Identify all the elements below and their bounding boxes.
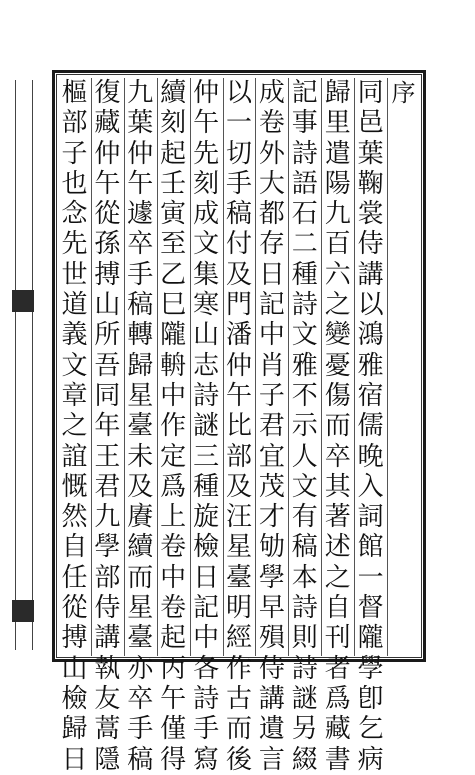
glyph: 午 bbox=[94, 168, 121, 199]
glyph: 詩 bbox=[193, 380, 220, 411]
glyph: 寫 bbox=[193, 744, 220, 775]
glyph: 臺 bbox=[127, 623, 154, 654]
glyph: 侍 bbox=[357, 229, 384, 260]
glyph: 手 bbox=[225, 168, 252, 199]
glyph: 侍 bbox=[94, 593, 121, 624]
glyph: 乞 bbox=[357, 714, 384, 745]
glyph: 九 bbox=[127, 78, 154, 108]
glyph: 爲 bbox=[324, 683, 351, 714]
glyph: 謎 bbox=[291, 683, 318, 714]
glyph: 謎 bbox=[193, 411, 220, 442]
glyph: 人 bbox=[291, 441, 318, 472]
glyph: 茂 bbox=[258, 471, 285, 502]
glyph: 晚 bbox=[357, 441, 384, 472]
glyph: 輈 bbox=[160, 350, 187, 381]
glyph: 手 bbox=[127, 259, 154, 290]
glyph: 邑 bbox=[357, 108, 384, 139]
glyph: 憂 bbox=[324, 350, 351, 381]
glyph: 僅 bbox=[160, 714, 187, 745]
glyph: 講 bbox=[357, 259, 384, 290]
glyph: 一 bbox=[225, 108, 252, 139]
glyph: 以 bbox=[357, 290, 384, 321]
glyph: 同 bbox=[357, 78, 384, 108]
glyph: 各 bbox=[193, 653, 220, 684]
glyph: 以 bbox=[225, 78, 252, 108]
glyph: 道 bbox=[61, 290, 88, 321]
glyph: 才 bbox=[258, 502, 285, 533]
glyph: 文 bbox=[193, 229, 220, 260]
glyph: 得 bbox=[160, 744, 187, 775]
glyph: 仲 bbox=[94, 138, 121, 169]
glyph: 仲 bbox=[193, 78, 220, 108]
glyph: 寅 bbox=[160, 199, 187, 230]
glyph: 搏 bbox=[61, 623, 88, 654]
glyph: 劬 bbox=[258, 532, 285, 563]
glyph: 慨 bbox=[61, 471, 88, 502]
text-column bbox=[158, 78, 188, 775]
glyph: 語 bbox=[291, 168, 318, 199]
glyph: 丙 bbox=[160, 653, 187, 684]
glyph: 大 bbox=[258, 168, 285, 199]
glyph: 其 bbox=[324, 471, 351, 502]
glyph: 詩 bbox=[291, 593, 318, 624]
glyph: 詩 bbox=[291, 653, 318, 684]
glyph: 從 bbox=[94, 199, 121, 230]
glyph: 宜 bbox=[258, 441, 285, 472]
glyph: 檢 bbox=[193, 532, 220, 563]
column-rule bbox=[157, 78, 158, 656]
glyph: 上 bbox=[160, 502, 187, 533]
glyph: 誼 bbox=[61, 441, 88, 472]
glyph: 歸 bbox=[127, 350, 154, 381]
glyph: 君 bbox=[258, 411, 285, 442]
glyph: 檢 bbox=[61, 683, 88, 714]
glyph: 陽 bbox=[324, 168, 351, 199]
glyph: 中 bbox=[160, 380, 187, 411]
glyph: 入 bbox=[357, 471, 384, 502]
glyph: 葉 bbox=[357, 138, 384, 169]
text-column bbox=[323, 78, 353, 775]
glyph: 中 bbox=[258, 320, 285, 351]
glyph: 隴 bbox=[357, 623, 384, 654]
glyph: 定 bbox=[160, 441, 187, 472]
glyph: 鴻 bbox=[357, 320, 384, 351]
glyph: 山 bbox=[94, 290, 121, 321]
glyph: 義 bbox=[61, 320, 88, 351]
glyph: 成 bbox=[193, 199, 220, 230]
glyph: 仲 bbox=[225, 350, 252, 381]
glyph: 存 bbox=[258, 229, 285, 260]
glyph: 講 bbox=[258, 683, 285, 714]
text-column bbox=[224, 78, 254, 775]
glyph: 志 bbox=[193, 350, 220, 381]
glyph: 吾 bbox=[94, 350, 121, 381]
glyph: 雅 bbox=[357, 350, 384, 381]
glyph: 而 bbox=[324, 411, 351, 442]
glyph: 之 bbox=[324, 562, 351, 593]
glyph: 卽 bbox=[357, 683, 384, 714]
glyph: 壬 bbox=[160, 168, 187, 199]
glyph: 古 bbox=[225, 683, 252, 714]
glyph: 任 bbox=[61, 562, 88, 593]
glyph: 午 bbox=[193, 108, 220, 139]
column-rule bbox=[190, 78, 191, 656]
glyph: 卒 bbox=[127, 229, 154, 260]
glyph: 有 bbox=[291, 502, 318, 533]
preface-title bbox=[389, 78, 419, 656]
glyph: 記 bbox=[258, 290, 285, 321]
glyph: 午 bbox=[127, 168, 154, 199]
glyph: 則 bbox=[291, 623, 318, 654]
glyph: 亦 bbox=[127, 653, 154, 684]
glyph: 詩 bbox=[291, 290, 318, 321]
glyph: 本 bbox=[291, 562, 318, 593]
glyph: 六 bbox=[324, 259, 351, 290]
glyph: 年 bbox=[94, 411, 121, 442]
glyph: 王 bbox=[94, 441, 121, 472]
glyph: 九 bbox=[94, 502, 121, 533]
glyph: 詞 bbox=[357, 502, 384, 533]
glyph: 成 bbox=[258, 78, 285, 108]
glyph: 種 bbox=[193, 471, 220, 502]
glyph: 里 bbox=[324, 108, 351, 139]
glyph: 友 bbox=[94, 683, 121, 714]
glyph: 著 bbox=[324, 502, 351, 533]
column-rule bbox=[255, 78, 256, 656]
glyph: 稿 bbox=[291, 532, 318, 563]
glyph: 事 bbox=[291, 108, 318, 139]
fold-mark bbox=[12, 600, 34, 622]
glyph: 雅 bbox=[291, 350, 318, 381]
glyph: 講 bbox=[94, 623, 121, 654]
glyph: 卷 bbox=[258, 108, 285, 139]
glyph: 樞 bbox=[61, 78, 88, 108]
glyph: 子 bbox=[258, 380, 285, 411]
glyph: 星 bbox=[225, 532, 252, 563]
glyph: 一 bbox=[357, 562, 384, 593]
glyph: 明 bbox=[225, 593, 252, 624]
glyph: 九 bbox=[324, 199, 351, 230]
glyph: 午 bbox=[160, 683, 187, 714]
glyph: 子 bbox=[61, 138, 88, 169]
column-rule bbox=[124, 78, 125, 656]
glyph: 三 bbox=[193, 441, 220, 472]
column-rule bbox=[354, 78, 355, 656]
glyph: 宿 bbox=[357, 380, 384, 411]
glyph: 執 bbox=[94, 653, 121, 684]
glyph: 搏 bbox=[94, 259, 121, 290]
column-rule bbox=[223, 78, 224, 656]
glyph: 之 bbox=[61, 411, 88, 442]
glyph: 藏 bbox=[94, 108, 121, 139]
glyph: 先 bbox=[193, 138, 220, 169]
glyph: 都 bbox=[258, 199, 285, 230]
glyph: 起 bbox=[160, 623, 187, 654]
glyph: 所 bbox=[94, 320, 121, 351]
glyph: 中 bbox=[160, 562, 187, 593]
glyph: 未 bbox=[127, 441, 154, 472]
glyph: 二 bbox=[291, 229, 318, 260]
glyph: 經 bbox=[225, 623, 252, 654]
glyph: 詩 bbox=[291, 138, 318, 169]
glyph: 念 bbox=[61, 199, 88, 230]
glyph: 君 bbox=[94, 471, 121, 502]
glyph: 言 bbox=[258, 744, 285, 775]
glyph: 遣 bbox=[324, 138, 351, 169]
glyph: 肖 bbox=[258, 350, 285, 381]
glyph: 日 bbox=[193, 562, 220, 593]
glyph: 山 bbox=[61, 653, 88, 684]
glyph: 文 bbox=[291, 471, 318, 502]
text-column bbox=[191, 78, 221, 775]
glyph: 先 bbox=[61, 229, 88, 260]
glyph: 而 bbox=[225, 714, 252, 745]
glyph: 部 bbox=[225, 441, 252, 472]
fold-mark bbox=[12, 290, 34, 312]
glyph: 門 bbox=[225, 290, 252, 321]
text-column bbox=[257, 78, 287, 775]
column-rule bbox=[288, 78, 289, 656]
text-column bbox=[125, 78, 155, 775]
column-rule bbox=[91, 78, 92, 656]
glyph: 及 bbox=[225, 471, 252, 502]
glyph: 記 bbox=[193, 593, 220, 624]
glyph: 詩 bbox=[193, 683, 220, 714]
glyph: 午 bbox=[225, 380, 252, 411]
glyph: 外 bbox=[258, 138, 285, 169]
glyph: 及 bbox=[225, 259, 252, 290]
glyph: 復 bbox=[94, 78, 121, 108]
glyph: 作 bbox=[160, 411, 187, 442]
glyph: 付 bbox=[225, 229, 252, 260]
glyph: 卷 bbox=[160, 532, 187, 563]
glyph: 巳 bbox=[160, 290, 187, 321]
glyph: 變 bbox=[324, 320, 351, 351]
glyph: 藏 bbox=[324, 714, 351, 745]
glyph: 葉 bbox=[127, 108, 154, 139]
glyph: 稿 bbox=[127, 290, 154, 321]
glyph: 石 bbox=[291, 199, 318, 230]
glyph: 侍 bbox=[258, 653, 285, 684]
glyph: 早 bbox=[258, 593, 285, 624]
glyph: 孫 bbox=[94, 229, 121, 260]
glyph: 裳 bbox=[357, 199, 384, 230]
glyph: 者 bbox=[324, 653, 351, 684]
glyph: 章 bbox=[61, 380, 88, 411]
glyph: 鞠 bbox=[357, 168, 384, 199]
glyph: 從 bbox=[61, 593, 88, 624]
glyph: 種 bbox=[291, 259, 318, 290]
glyph: 山 bbox=[193, 320, 220, 351]
glyph: 殞 bbox=[258, 623, 285, 654]
glyph: 潘 bbox=[225, 320, 252, 351]
glyph: 然 bbox=[61, 502, 88, 533]
glyph: 學 bbox=[94, 532, 121, 563]
glyph: 病 bbox=[357, 744, 384, 775]
glyph: 汪 bbox=[225, 502, 252, 533]
glyph: 仲 bbox=[127, 138, 154, 169]
glyph: 歸 bbox=[324, 78, 351, 108]
glyph: 稿 bbox=[127, 744, 154, 775]
glyph: 遺 bbox=[258, 714, 285, 745]
glyph: 序 bbox=[391, 79, 416, 107]
glyph: 星 bbox=[127, 593, 154, 624]
glyph: 刻 bbox=[160, 108, 187, 139]
glyph: 寒 bbox=[193, 290, 220, 321]
glyph: 書 bbox=[324, 744, 351, 775]
column-rule bbox=[321, 78, 322, 656]
glyph: 中 bbox=[193, 623, 220, 654]
glyph: 手 bbox=[193, 714, 220, 745]
glyph: 綴 bbox=[291, 744, 318, 775]
glyph: 日 bbox=[258, 259, 285, 290]
glyph: 述 bbox=[324, 532, 351, 563]
glyph: 後 bbox=[225, 744, 252, 775]
glyph: 百 bbox=[324, 229, 351, 260]
glyph: 切 bbox=[225, 138, 252, 169]
glyph: 卒 bbox=[127, 683, 154, 714]
glyph: 爲 bbox=[160, 471, 187, 502]
glyph: 文 bbox=[61, 350, 88, 381]
glyph: 卒 bbox=[324, 441, 351, 472]
glyph: 遽 bbox=[127, 199, 154, 230]
glyph: 而 bbox=[127, 562, 154, 593]
glyph: 隱 bbox=[94, 744, 121, 775]
glyph: 刻 bbox=[193, 168, 220, 199]
glyph: 隴 bbox=[160, 320, 187, 351]
glyph: 也 bbox=[61, 168, 88, 199]
glyph: 比 bbox=[225, 411, 252, 442]
glyph: 手 bbox=[127, 714, 154, 745]
glyph: 蒿 bbox=[94, 714, 121, 745]
glyph: 刊 bbox=[324, 623, 351, 654]
glyph: 續 bbox=[127, 532, 154, 563]
glyph: 記 bbox=[291, 78, 318, 108]
glyph: 另 bbox=[291, 714, 318, 745]
glyph: 卷 bbox=[160, 593, 187, 624]
glyph: 臺 bbox=[225, 562, 252, 593]
glyph: 督 bbox=[357, 593, 384, 624]
text-column bbox=[290, 78, 320, 775]
glyph: 旋 bbox=[193, 502, 220, 533]
glyph: 日 bbox=[61, 744, 88, 775]
glyph: 部 bbox=[61, 108, 88, 139]
glyph: 傷 bbox=[324, 380, 351, 411]
glyph: 至 bbox=[160, 229, 187, 260]
glyph: 示 bbox=[291, 411, 318, 442]
glyph: 學 bbox=[258, 562, 285, 593]
glyph: 及 bbox=[127, 471, 154, 502]
text-columns bbox=[58, 78, 420, 775]
glyph: 自 bbox=[61, 532, 88, 563]
glyph: 稿 bbox=[225, 199, 252, 230]
glyph: 續 bbox=[160, 78, 187, 108]
glyph: 集 bbox=[193, 259, 220, 290]
glyph: 世 bbox=[61, 259, 88, 290]
glyph: 之 bbox=[324, 290, 351, 321]
glyph: 部 bbox=[94, 562, 121, 593]
text-column bbox=[92, 78, 122, 775]
glyph: 乙 bbox=[160, 259, 187, 290]
text-column bbox=[356, 78, 386, 775]
glyph: 儒 bbox=[357, 411, 384, 442]
glyph: 文 bbox=[291, 320, 318, 351]
glyph: 歸 bbox=[61, 714, 88, 745]
glyph: 不 bbox=[291, 380, 318, 411]
text-column bbox=[59, 78, 89, 775]
glyph: 同 bbox=[94, 380, 121, 411]
page-fold bbox=[15, 80, 33, 650]
glyph: 星 bbox=[127, 380, 154, 411]
column-rule bbox=[387, 78, 388, 656]
glyph: 作 bbox=[225, 653, 252, 684]
glyph: 學 bbox=[357, 653, 384, 684]
glyph: 自 bbox=[324, 593, 351, 624]
glyph: 轉 bbox=[127, 320, 154, 351]
glyph: 起 bbox=[160, 138, 187, 169]
glyph: 臺 bbox=[127, 411, 154, 442]
glyph: 館 bbox=[357, 532, 384, 563]
glyph: 賡 bbox=[127, 502, 154, 533]
